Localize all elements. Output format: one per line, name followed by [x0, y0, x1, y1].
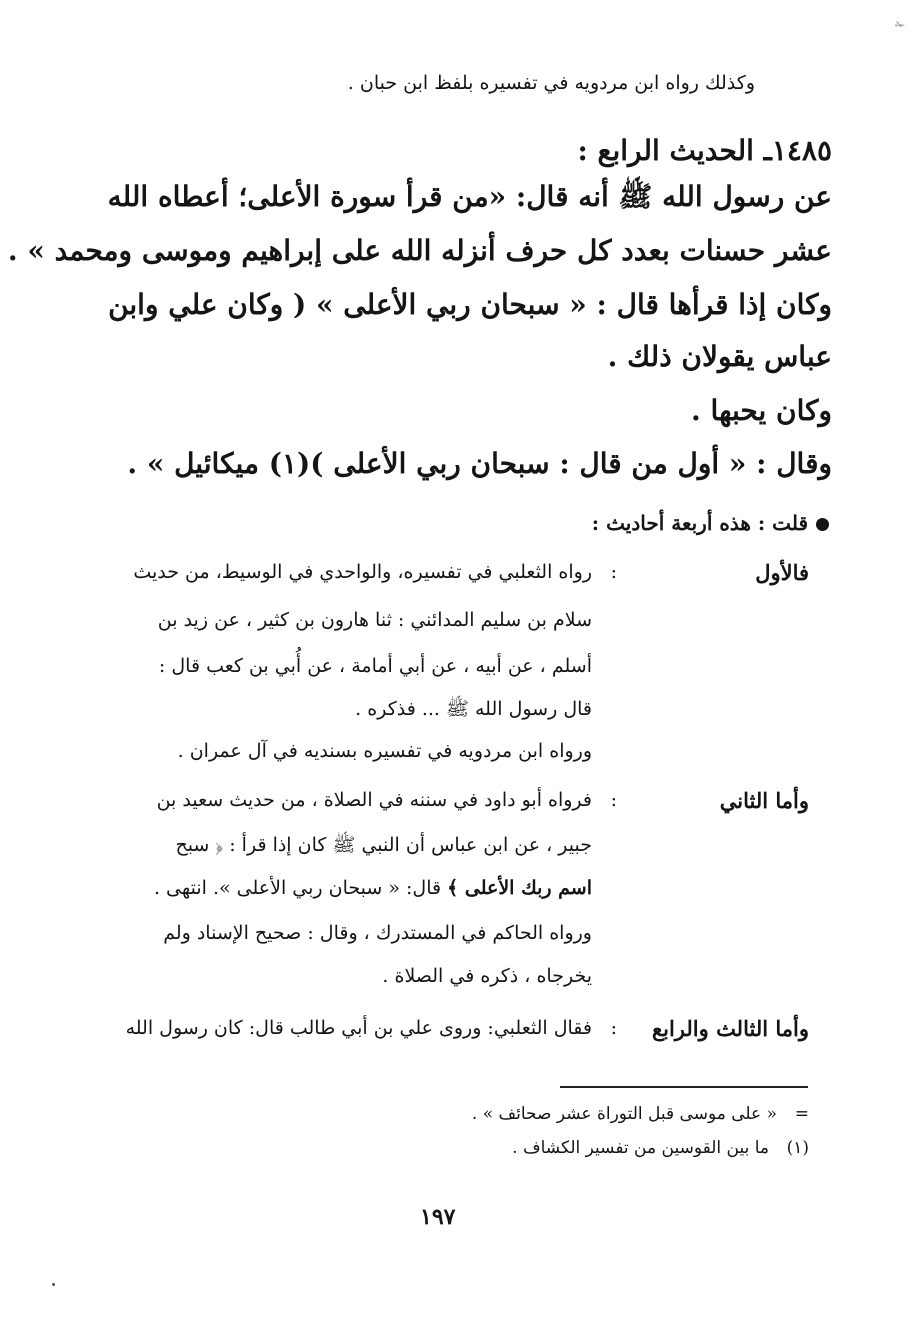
- commentary-intro-text: قلت : هذه أربعة أحاديث :: [591, 511, 808, 535]
- hadith-line-6: وقال : « أول من قال : سبحان ربي الأعلى )(١) ميكائيل » .: [127, 447, 832, 480]
- corner-mark-icon: ✁: [895, 18, 906, 32]
- verse-quote: اسم ربك الأعلى ﴾: [447, 877, 592, 899]
- entry-second-line-5: يخرجاه ، ذكره في الصلاة .: [382, 965, 592, 987]
- entry-first-line-4: قال رسول الله ﷺ ... فذكره .: [355, 698, 592, 720]
- hadith-line-1: عن رسول الله ﷺ أنه قال: «من قرأ سورة الأعلى؛ أعطاه الله: [107, 180, 832, 213]
- entry-first-label: فالأول: [755, 560, 809, 585]
- continuation-line: وكذلك رواه ابن مردويه في تفسيره بلفظ ابن حبان .: [347, 72, 755, 94]
- entry-first-line-2: سلام بن سليم المدائني : ثنا هارون بن كثير ، عن زيد بن: [157, 609, 592, 631]
- entry-second-line-3-text: قال: « سبحان ربي الأعلى ». انتهى .: [153, 877, 442, 899]
- hadith-line-5: وكان يحبها .: [691, 394, 832, 427]
- bullet-icon: [816, 518, 829, 531]
- entry-first-line-1: رواه الثعلبي في تفسيره، والواحدي في الوسيط، من حديث: [133, 561, 592, 583]
- footnote-continuation-text: « على موسى قبل التوراة عشر صحائف » .: [471, 1104, 777, 1124]
- entry-second-line-2: جبير ، عن ابن عباس أن النبي ﷺ كان إذا قرأ : ﴿ سبح: [175, 834, 592, 856]
- section-heading: ١٤٨٥ـ الحديث الرابع :: [577, 134, 832, 167]
- hadith-line-3: وكان إذا قرأها قال : « سبحان ربي الأعلى » ( وكان علي وابن: [108, 288, 832, 321]
- entry-first-line-5: ورواه ابن مردويه في تفسيره بسنديه في آل عمران .: [177, 740, 592, 762]
- footnote-1-marker: (١): [786, 1138, 809, 1158]
- entry-second-line-3: [154, 877, 592, 899]
- footnote-continuation-marker: =: [794, 1104, 809, 1124]
- hadith-line-2: عشر حسنات بعدد كل حرف أنزله الله على إبراهيم وموسى ومحمد » .: [7, 234, 832, 267]
- footnote-1-text: ما بين القوسين من تفسير الكشاف .: [512, 1138, 769, 1158]
- entry-third-label: وأما الثالث والرابع: [651, 1016, 809, 1041]
- page-number: ١٩٧: [420, 1204, 456, 1230]
- commentary-intro: [592, 511, 829, 535]
- entry-first-line-3: أسلم ، عن أبيه ، عن أبي أمامة ، عن أُبي بن كعب قال :: [158, 655, 592, 677]
- entry-first-colon: :: [610, 561, 617, 583]
- entry-second-line-1: فرواه أبو داود في سننه في الصلاة ، من حديث سعيد بن: [156, 789, 592, 811]
- entry-third-colon: :: [610, 1017, 617, 1039]
- entry-second-line-4: ورواه الحاكم في المستدرك ، وقال : صحيح الإسناد ولم: [163, 922, 592, 944]
- hadith-line-4: عباس يقولان ذلك .: [607, 340, 832, 373]
- footnote-divider: [560, 1086, 808, 1088]
- scan-speck: [52, 1283, 55, 1286]
- entry-second-colon: :: [610, 789, 617, 811]
- entry-third-line-1: فقال الثعلبي: وروى علي بن أبي طالب قال: كان رسول الله: [125, 1017, 592, 1039]
- entry-second-label: وأما الثاني: [719, 788, 809, 813]
